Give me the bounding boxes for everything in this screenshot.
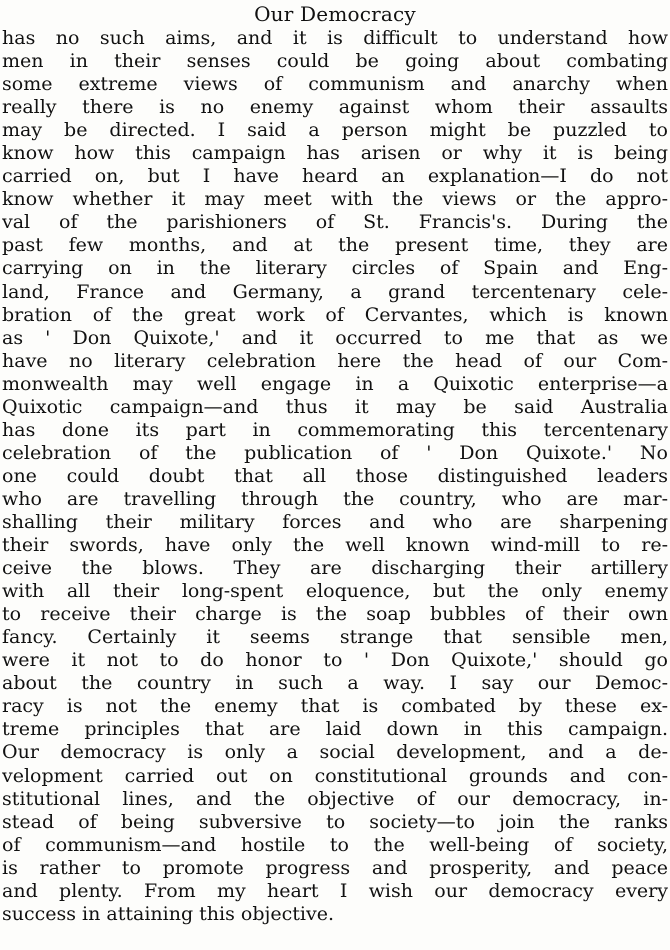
- article-heading: Our Democracy: [254, 2, 416, 26]
- text-line: Our democracy is only a social development, and a de-: [2, 741, 668, 764]
- text-line: as ' Don Quixote,' and it occurred to me that as we: [2, 326, 668, 349]
- text-line: ceive the blows. They are discharging their artillery: [2, 557, 668, 580]
- text-line: know whether it may meet with the views or the appro-: [2, 188, 668, 211]
- text-line: their swords, have only the well known wind-mill to re-: [2, 534, 668, 557]
- text-line: some extreme views of communism and anarchy when: [2, 73, 668, 96]
- text-line: val of the parishioners of St. Francis's. During the: [2, 211, 668, 234]
- text-line: stitutional lines, and the objective of our democracy, in-: [2, 787, 668, 810]
- text-line: have no literary celebration here the head of our Com-: [2, 349, 668, 372]
- text-line: know how this campaign has arisen or why it is being: [2, 142, 668, 165]
- text-line: velopment carried out on constitutional grounds and con-: [2, 764, 668, 787]
- text-line: were it not to do honor to ' Don Quixote,' should go: [2, 649, 668, 672]
- text-line: one could doubt that all those distinguished leaders: [2, 464, 668, 487]
- text-line: carrying on in the literary circles of Spain and Eng-: [2, 257, 668, 280]
- text-line: shalling their military forces and who are sharpening: [2, 510, 668, 533]
- text-line: has done its part in commemorating this tercentenary: [2, 418, 668, 441]
- text-line: about the country in such a way. I say our Democ-: [2, 672, 668, 695]
- text-line: and plenty. From my heart I wish our democracy every: [2, 879, 668, 902]
- text-line: with all their long-spent eloquence, but the only enemy: [2, 580, 668, 603]
- article-body: [2, 27, 668, 926]
- text-line: celebration of the publication of ' Don Quixote.' No: [2, 441, 668, 464]
- text-line: treme principles that are laid down in this campaign.: [2, 718, 668, 741]
- text-line: success in attaining this objective.: [2, 902, 335, 925]
- text-line: bration of the great work of Cervantes, which is known: [2, 303, 668, 326]
- text-line: to receive their charge is the soap bubbles of their own: [2, 603, 668, 626]
- text-line: may be directed. I said a person might be puzzled to: [2, 119, 668, 142]
- text-line: is rather to promote progress and prosperity, and peace: [2, 856, 668, 879]
- text-line: land, France and Germany, a grand tercentenary cele-: [2, 280, 668, 303]
- text-line: men in their senses could be going about combating: [2, 50, 668, 73]
- text-line: has no such aims, and it is difficult to understand how: [2, 27, 668, 49]
- text-line: racy is not the enemy that is combated by these ex-: [2, 695, 668, 718]
- text-line: fancy. Certainly it seems strange that sensible men,: [2, 626, 668, 649]
- text-line: who are travelling through the country, who are mar-: [2, 487, 668, 510]
- text-line: of communism—and hostile to the well-being of society,: [2, 833, 668, 856]
- text-line: monwealth may well engage in a Quixotic enterprise—a: [2, 372, 668, 395]
- text-line: really there is no enemy against whom their assaults: [2, 96, 668, 119]
- text-line: carried on, but I have heard an explanation—I do not: [2, 165, 668, 188]
- text-line: past few months, and at the present time, they are: [2, 234, 668, 257]
- text-line: Quixotic campaign—and thus it may be said Australia: [2, 395, 668, 418]
- text-line: stead of being subversive to society—to join the ranks: [2, 810, 668, 833]
